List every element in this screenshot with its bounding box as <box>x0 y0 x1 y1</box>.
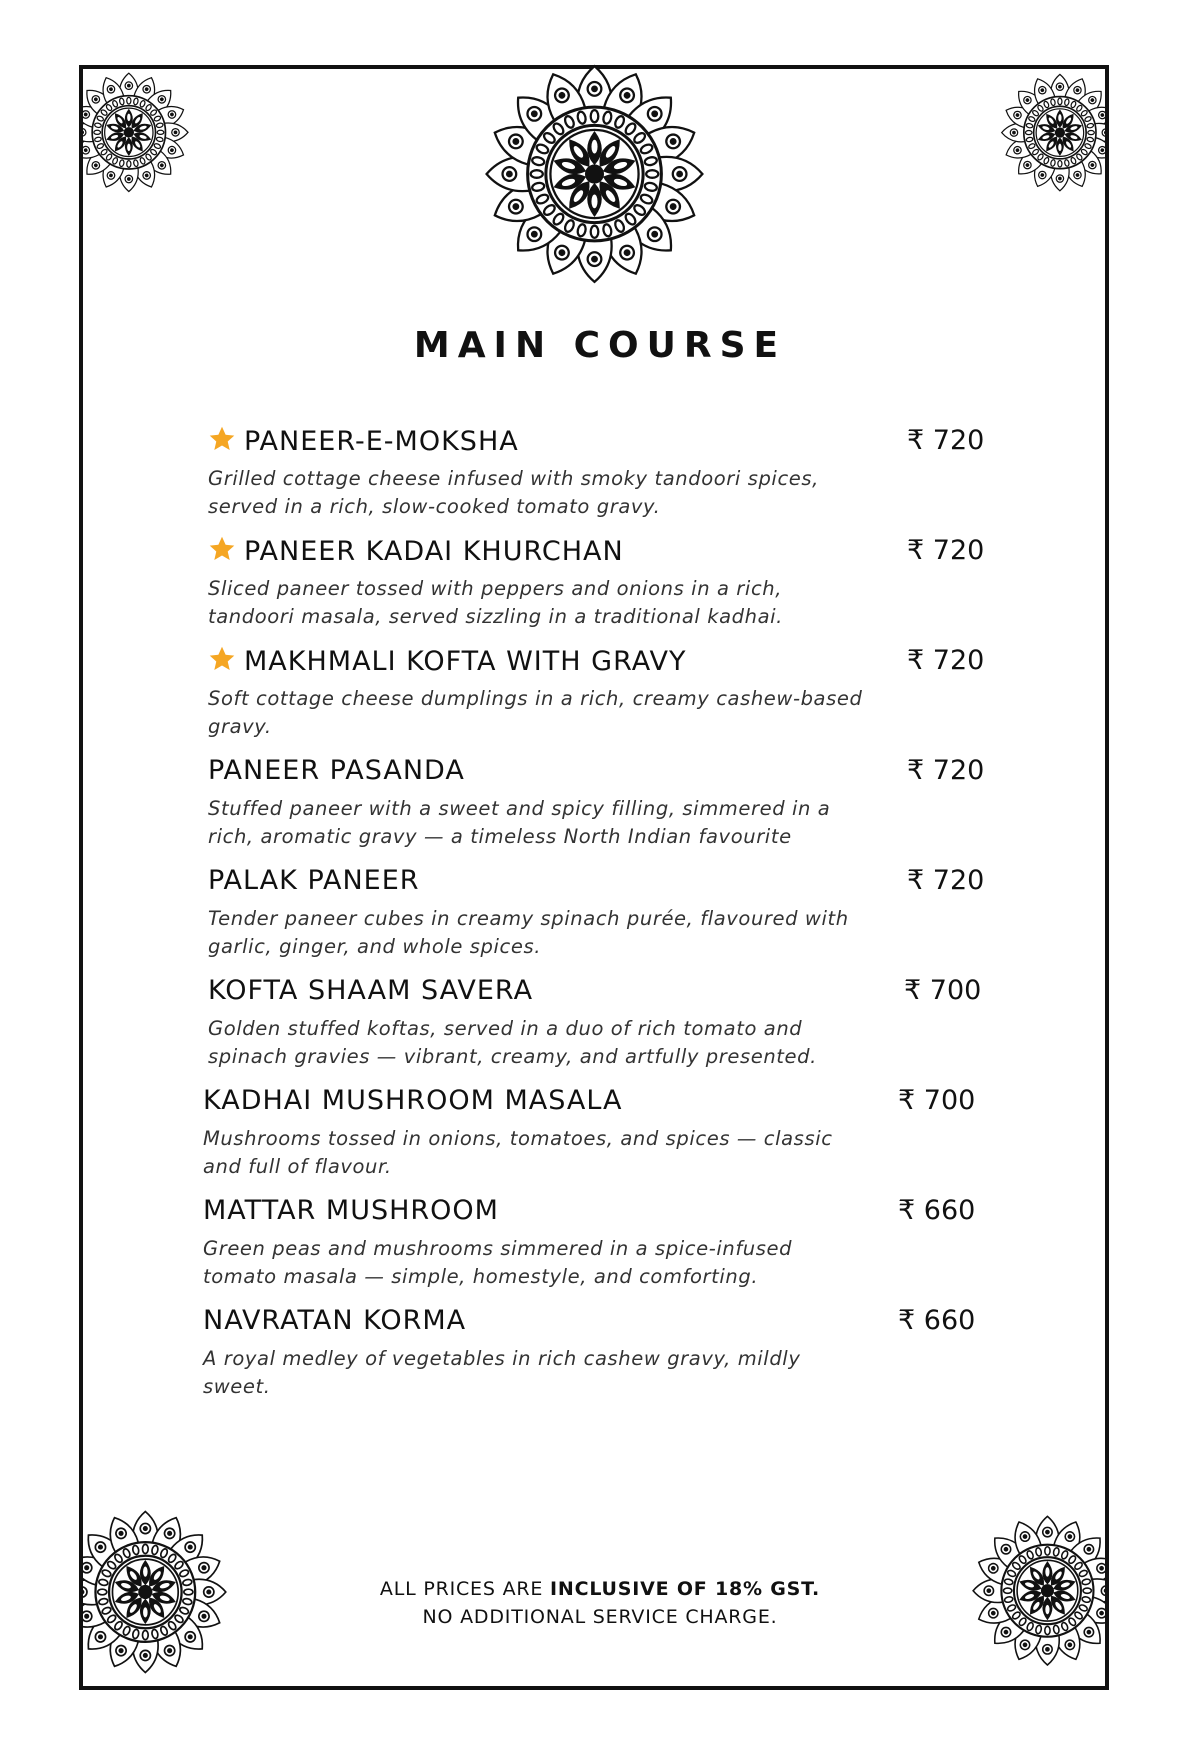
item-description: Sliced paneer tossed with peppers and onions in a rich, tandoori masala, served sizzling in a traditional kadhai. <box>208 577 783 628</box>
item-price: ₹ 720 <box>907 425 985 456</box>
price-note-line1: ALL PRICES ARE INCLUSIVE OF 18% GST. <box>379 1578 821 1600</box>
page-title: MAIN COURSE <box>413 325 787 366</box>
item-price: ₹ 720 <box>907 865 985 896</box>
item-name: MAKHMALI KOFTA WITH GRAVY <box>208 645 686 677</box>
item-description: Grilled cottage cheese infused with smoky tandoori spices, served in a rich, slow-cooked tomato gravy. <box>208 467 819 518</box>
item-name: NAVRATAN KORMA <box>203 1305 467 1336</box>
item-name: KOFTA SHAAM SAVERA <box>208 975 534 1006</box>
item-price: ₹ 720 <box>907 755 985 786</box>
item-name: MATTAR MUSHROOM <box>203 1195 499 1226</box>
mandala-top-right <box>982 69 1105 229</box>
menu-item <box>208 425 1008 525</box>
menu-item <box>203 1305 1003 1405</box>
item-name: PANEER PASANDA <box>208 755 465 786</box>
mandala-top-center <box>447 60 742 288</box>
item-price: ₹ 700 <box>904 975 982 1006</box>
item-name: KADHAI MUSHROOM MASALA <box>203 1085 623 1116</box>
item-price: ₹ 720 <box>907 535 985 566</box>
item-name: PANEER KADAI KHURCHAN <box>208 535 624 567</box>
price-note-line2: NO ADDITIONAL SERVICE CHARGE. <box>422 1606 778 1628</box>
price-note <box>0 1575 1200 1631</box>
star-icon <box>208 645 236 673</box>
menu-item <box>203 1085 1003 1185</box>
item-name: PANEER-E-MOKSHA <box>208 425 519 457</box>
item-description: Stuffed paneer with a sweet and spicy filling, simmered in a rich, aromatic gravy — a timeless North Indian favourite <box>208 797 831 848</box>
item-description: Soft cottage cheese dumplings in a rich, creamy cashew-based gravy. <box>208 687 863 738</box>
item-price: ₹ 720 <box>907 645 985 676</box>
item-name: PALAK PANEER <box>208 865 420 896</box>
item-description: A royal medley of vegetables in rich cashew gravy, mildly sweet. <box>203 1347 801 1398</box>
item-description: Mushrooms tossed in onions, tomatoes, and spices — classic and full of flavour. <box>203 1127 833 1178</box>
item-price: ₹ 700 <box>898 1085 976 1116</box>
star-icon <box>208 425 236 453</box>
star-icon <box>208 535 236 563</box>
item-description: Tender paneer cubes in creamy spinach purée, flavoured with garlic, ginger, and whole spices. <box>208 907 849 958</box>
menu-item <box>203 1195 1003 1295</box>
item-description: Green peas and mushrooms simmered in a spice-infused tomato masala — simple, homestyle, and comforting. <box>203 1237 793 1288</box>
menu-item <box>208 755 1008 855</box>
menu-item <box>208 975 1008 1075</box>
item-price: ₹ 660 <box>898 1305 976 1336</box>
mandala-top-left <box>83 69 208 229</box>
item-price: ₹ 660 <box>898 1195 976 1226</box>
menu-item <box>208 865 1008 965</box>
menu-item <box>208 645 1008 745</box>
item-description: Golden stuffed koftas, served in a duo of rich tomato and spinach gravies — vibrant, creamy, and artfully presented. <box>208 1017 817 1068</box>
menu-item <box>208 535 1008 635</box>
